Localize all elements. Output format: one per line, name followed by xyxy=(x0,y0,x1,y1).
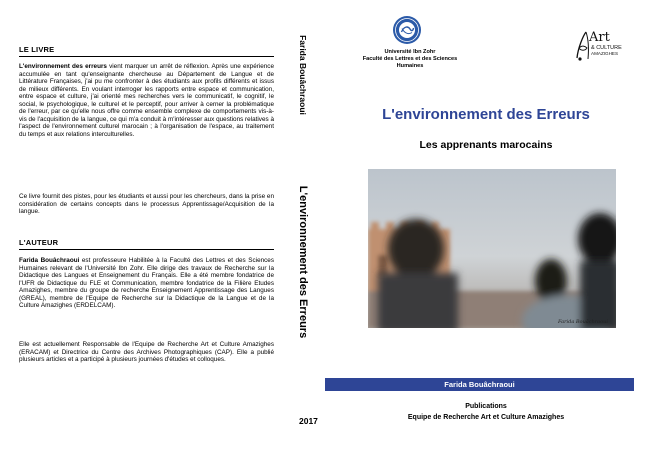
livre-heading: LE LIVRE xyxy=(19,45,55,54)
livre-paragraph-1 xyxy=(19,63,274,138)
cover-photo xyxy=(368,169,616,328)
spine-title: L'environnement des Erreurs xyxy=(297,185,309,339)
book-subtitle: Les apprenants marocains xyxy=(419,139,553,151)
photo-credit: Farida Bouâchraoui xyxy=(558,319,608,325)
logo-art-word: Art xyxy=(589,30,610,45)
logo-amazighes-word: AMAZIGHES xyxy=(591,51,619,56)
university-line-1: Université Ibn Zohr xyxy=(384,49,436,55)
back-cover xyxy=(0,0,284,453)
logo-culture-word: & CULTURE xyxy=(591,45,622,51)
auteur-text: est professeure Habilitée à la Faculté des Lettres et des Sciences Humaines relevant de l'Université Ibn Zohr. Elle dirige des travaux de Recherche sur la Didactique des Langues et Enseignement du Français. Elle a été membre fondatrice de l'UFR de Didactique du FLE et Communication, membre fondatrice de la Filière Etudes Amazighes, membre du groupe de recherche Enseignement Apprentissage des Langues (GREAL), membre de l'Equipe de Recherche sur la Didactique de la Langue et de la Culture Amazighes (ERDELCAM). xyxy=(19,257,274,310)
livre-text: vient marquer un arrêt de réflexion. Après une expérience accumulée en tant qu'enseignante chercheuse au Département de Langue et de Littérature Françaises, j'ai pu me confronter à des étudiants aux profils différents et issus de milieux différents. En voulant interroger les rapports entre espace et communication, entre espace et culture, j'ai orienté mes recherches vers le communicatif, le cognitif, le social, le psychologique, le culturel et le perceptif, pour arriver à cerner la problématique de l'erreur, par ce qu'elle nous offre comme ensemble complexe de comportements vis-à-vis de l'acquisition de la langue, ce qui m'a conduit à m'intéresser aux questions relatives à l'aspect de l'environnement culturel marocain ; à l'organisation de l'espace, au traitement du temps et aux relations interculturelles. xyxy=(19,63,274,138)
auteur-paragraph-1 xyxy=(19,257,274,310)
book-title: L'environnement des Erreurs xyxy=(382,106,590,123)
university-line-3: Humaines xyxy=(396,63,424,69)
livre-divider xyxy=(19,56,274,57)
spine-year: 2017 xyxy=(299,416,318,426)
publisher-line-2: Equipe de Recherche Art et Culture Amazighes xyxy=(407,414,565,421)
author-bar: Farida Bouâchraoui xyxy=(325,378,634,391)
spine-author: Farida Bouâchraoui xyxy=(298,35,308,115)
university-line-2: Faculté des Lettres et des Sciences xyxy=(362,56,458,62)
auteur-heading: L'AUTEUR xyxy=(19,238,59,247)
publisher-line-1: Publications xyxy=(465,403,507,410)
art-culture-logo-icon xyxy=(574,26,629,66)
livre-paragraph-2: Ce livre fournit des pistes, pour les étudiants et aussi pour les chercheurs, dans la prise en considération de certains concepts dans le processus Apprentissage/Acquisition de la langue. xyxy=(19,193,274,216)
auteur-paragraph-2: Elle est actuellement Responsable de l'Equipe de Recherche Art et Culture Amazighes (ERACAM) et Directrice du Centre des Archives Photographiques (CAP). Elle a publié plusieurs articles et a participé à plusieurs journées d'études et colloques. xyxy=(19,341,274,364)
livre-lead: L'environnement des erreurs xyxy=(19,63,107,70)
auteur-divider xyxy=(19,249,274,250)
university-logo-icon xyxy=(392,15,422,45)
auteur-lead: Farida Bouâchraoui xyxy=(19,257,80,264)
